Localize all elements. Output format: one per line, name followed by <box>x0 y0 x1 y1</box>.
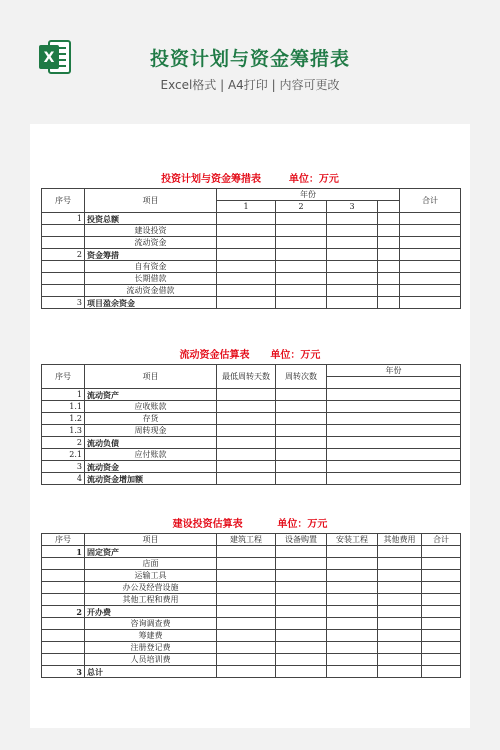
table-row <box>42 558 461 570</box>
table-row <box>42 213 461 225</box>
item-cell: 长期借款 <box>85 273 217 285</box>
item-cell: 流动资金增加额 <box>85 473 217 485</box>
year-header: 1 <box>217 201 276 213</box>
seq-cell: 1.2 <box>42 413 85 425</box>
item-cell: 流动资金 <box>85 237 217 249</box>
item-cell: 存货 <box>85 413 217 425</box>
item-cell: 建设投资 <box>85 225 217 237</box>
col-total-header: 合计 <box>400 189 461 213</box>
col-days-header: 最低周转天数 <box>217 365 276 389</box>
page-title: 投资计划与资金筹措表 <box>149 48 350 70</box>
item-cell: 流动资金借款 <box>85 285 217 297</box>
empty-cell <box>378 201 400 213</box>
empty-cell <box>327 377 461 389</box>
item-cell: 项目盈余资金 <box>85 297 217 309</box>
table-row <box>42 249 461 261</box>
item-cell: 咨询调查费 <box>85 618 217 630</box>
item-cell: 注册登记费 <box>85 642 217 654</box>
item-cell: 固定资产 <box>85 546 217 558</box>
col-seq-header: 序号 <box>42 365 85 389</box>
seq-cell: 2 <box>42 249 85 261</box>
table-row <box>42 606 461 618</box>
seq-cell <box>42 237 85 249</box>
seq-cell: 1 <box>42 213 85 225</box>
col-item-header: 项目 <box>85 365 217 389</box>
item-cell: 开办费 <box>85 606 217 618</box>
col-building-header: 建筑工程 <box>217 534 276 546</box>
item-cell: 办公及经营设施 <box>85 582 217 594</box>
table-row <box>42 654 461 666</box>
table-row <box>42 425 461 437</box>
item-cell: 资金筹措 <box>85 249 217 261</box>
table-row <box>42 582 461 594</box>
table-row <box>42 273 461 285</box>
table-row <box>42 225 461 237</box>
seq-cell <box>42 225 85 237</box>
table2-title: 流动资金估算表 单位：万元 <box>179 350 321 361</box>
svg-text:X: X <box>43 50 55 66</box>
seq-cell: 1.3 <box>42 425 85 437</box>
item-cell: 人员培训费 <box>85 654 217 666</box>
seq-cell: 2.1 <box>42 449 85 461</box>
table-row <box>42 297 461 309</box>
table-row <box>42 285 461 297</box>
seq-cell <box>42 654 85 666</box>
item-cell: 流动资金 <box>85 461 217 473</box>
col-equipment-header: 设备购置 <box>276 534 327 546</box>
item-cell: 流动资产 <box>85 389 217 401</box>
col-other-header: 其他费用 <box>378 534 422 546</box>
table-row <box>42 630 461 642</box>
table-row <box>42 413 461 425</box>
col-year-header: 年份 <box>217 189 400 201</box>
table3-title: 建设投资估算表 单位：万元 <box>172 519 328 530</box>
seq-cell: 3 <box>42 297 85 309</box>
col-item-header: 项目 <box>85 534 217 546</box>
col-seq-header: 序号 <box>42 534 85 546</box>
working-capital-table <box>41 364 461 485</box>
item-cell: 其他工程和费用 <box>85 594 217 606</box>
table-row <box>42 666 461 678</box>
year-header: 2 <box>276 201 327 213</box>
table-row <box>42 437 461 449</box>
table-row <box>42 570 461 582</box>
col-seq-header: 序号 <box>42 189 85 213</box>
table-row <box>42 594 461 606</box>
table-row <box>42 449 461 461</box>
year-header: 3 <box>327 201 378 213</box>
seq-cell <box>42 570 85 582</box>
seq-cell: 1 <box>42 546 85 558</box>
item-cell: 应付账款 <box>85 449 217 461</box>
item-cell: 投资总额 <box>85 213 217 225</box>
table1-title: 投资计划与资金筹措表 单位：万元 <box>161 174 339 185</box>
seq-cell <box>42 558 85 570</box>
table-row <box>42 642 461 654</box>
spreadsheet-sheet <box>30 124 470 728</box>
seq-cell <box>42 273 85 285</box>
item-cell: 周转现金 <box>85 425 217 437</box>
col-item-header: 项目 <box>85 189 217 213</box>
seq-cell: 3 <box>42 461 85 473</box>
seq-cell <box>42 594 85 606</box>
table-row <box>42 473 461 485</box>
item-cell: 运输工具 <box>85 570 217 582</box>
table-row <box>42 261 461 273</box>
table-row <box>42 401 461 413</box>
page-subtitle: Excel格式 | A4打印 | 内容可更改 <box>160 78 340 92</box>
item-cell: 店面 <box>85 558 217 570</box>
seq-cell: 1 <box>42 389 85 401</box>
table-row <box>42 618 461 630</box>
table-row <box>42 237 461 249</box>
seq-cell <box>42 285 85 297</box>
col-install-header: 安装工程 <box>327 534 378 546</box>
seq-cell <box>42 261 85 273</box>
col-year-header: 年份 <box>327 365 461 377</box>
table-row <box>42 389 461 401</box>
item-cell: 流动负债 <box>85 437 217 449</box>
col-turns-header: 周转次数 <box>276 365 327 389</box>
col-total-header: 合计 <box>422 534 461 546</box>
seq-cell: 2 <box>42 437 85 449</box>
table-row <box>42 546 461 558</box>
seq-cell: 1.1 <box>42 401 85 413</box>
seq-cell <box>42 582 85 594</box>
seq-cell: 4 <box>42 473 85 485</box>
seq-cell <box>42 630 85 642</box>
seq-cell: 3 <box>42 666 85 678</box>
investment-plan-table <box>41 188 461 309</box>
item-cell: 自有资金 <box>85 261 217 273</box>
page-header <box>0 0 500 110</box>
table-row <box>42 461 461 473</box>
item-cell: 总计 <box>85 666 217 678</box>
item-cell: 应收账款 <box>85 401 217 413</box>
construction-investment-table <box>41 533 461 678</box>
seq-cell <box>42 642 85 654</box>
item-cell: 筹建费 <box>85 630 217 642</box>
seq-cell: 2 <box>42 606 85 618</box>
seq-cell <box>42 618 85 630</box>
